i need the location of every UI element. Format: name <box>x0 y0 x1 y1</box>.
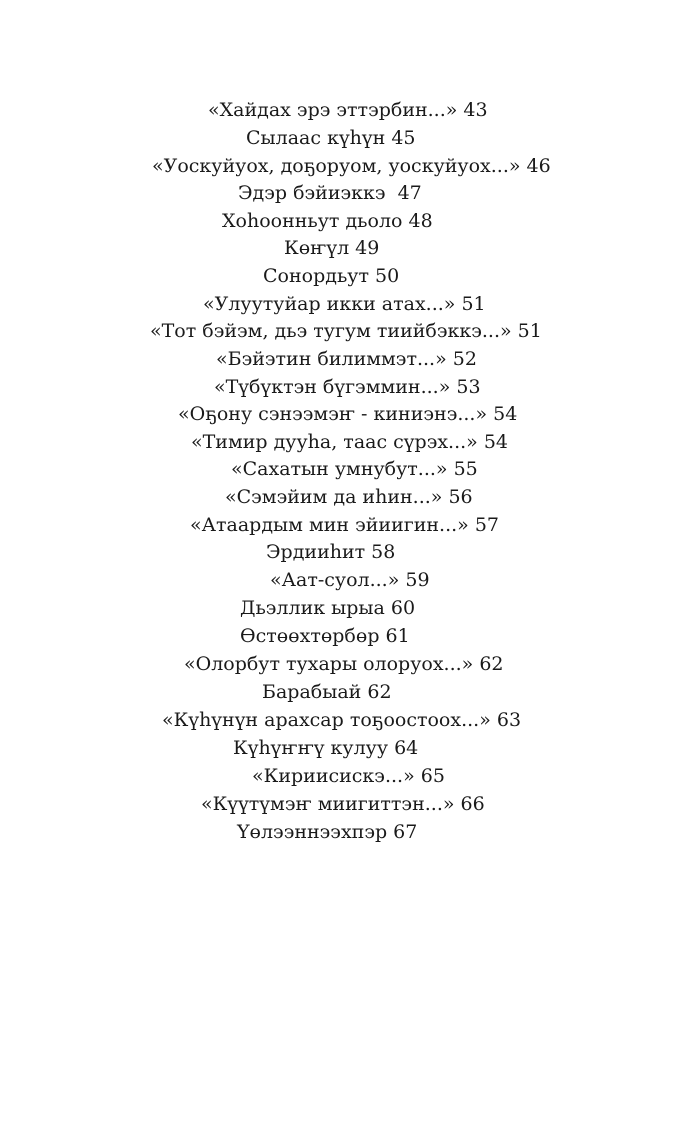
toc-entry: «Бэйэтин билиммэт...» 52 <box>216 348 477 370</box>
toc-entry: «Күүтүмэҥ миигиттэн...» 66 <box>201 793 485 815</box>
toc-entry: «Тот бэйэм, дьэ тугум тиийбэккэ...» 51 <box>150 320 542 342</box>
toc-entry: Сонордьут 50 <box>263 265 400 287</box>
toc-entry: «Оҕону сэнээмэҥ - киниэнэ...» 54 <box>178 403 518 425</box>
toc-entry: «Атаардым мин эйиигин...» 57 <box>190 514 500 536</box>
toc-entry: Дьэллик ырыа 60 <box>240 597 416 619</box>
toc-entry: Көҥүл 49 <box>284 237 380 259</box>
toc-entry: «Күһүнүн арахсар тоҕоостоох...» 63 <box>162 709 522 731</box>
toc-entry: Эдэр бэйиэккэ 47 <box>238 182 422 204</box>
toc-entry: «Тимир дууһа, таас сүрэх...» 54 <box>191 431 509 453</box>
toc-entry: Хоһоонньут дьоло 48 <box>222 210 433 232</box>
toc-entry: «Кириисискэ...» 65 <box>252 765 445 787</box>
toc-entry: Эрдииһит 58 <box>266 541 396 563</box>
toc-entry: «Уоскуйуох, доҕоруом, уоскуйуох...» 46 <box>152 155 551 177</box>
toc-entry: «Хайдах эрэ эттэрбин...» 43 <box>208 99 488 121</box>
toc-entry: Үөлээннээхпэр 67 <box>237 821 418 843</box>
toc-entry: «Сэмэйим да иһин...» 56 <box>225 486 473 508</box>
toc-entry: Сылаас күһүн 45 <box>246 127 416 149</box>
toc-entry: Өстөөхтөрбөр 61 <box>240 625 410 647</box>
toc-entry: «Аат-суол...» 59 <box>270 569 430 591</box>
toc-entry: «Сахатын умнубут...» 55 <box>231 458 478 480</box>
toc-entry: «Улуутуйар икки атах...» 51 <box>203 293 486 315</box>
toc-entry: Барабыай 62 <box>262 681 392 703</box>
toc-entry: Күһүҥҥү кулуу 64 <box>233 737 419 759</box>
toc-entry: «Олорбут тухары олоруох...» 62 <box>184 653 504 675</box>
toc-entry: «Түбүктэн бүгэммин...» 53 <box>214 376 481 398</box>
